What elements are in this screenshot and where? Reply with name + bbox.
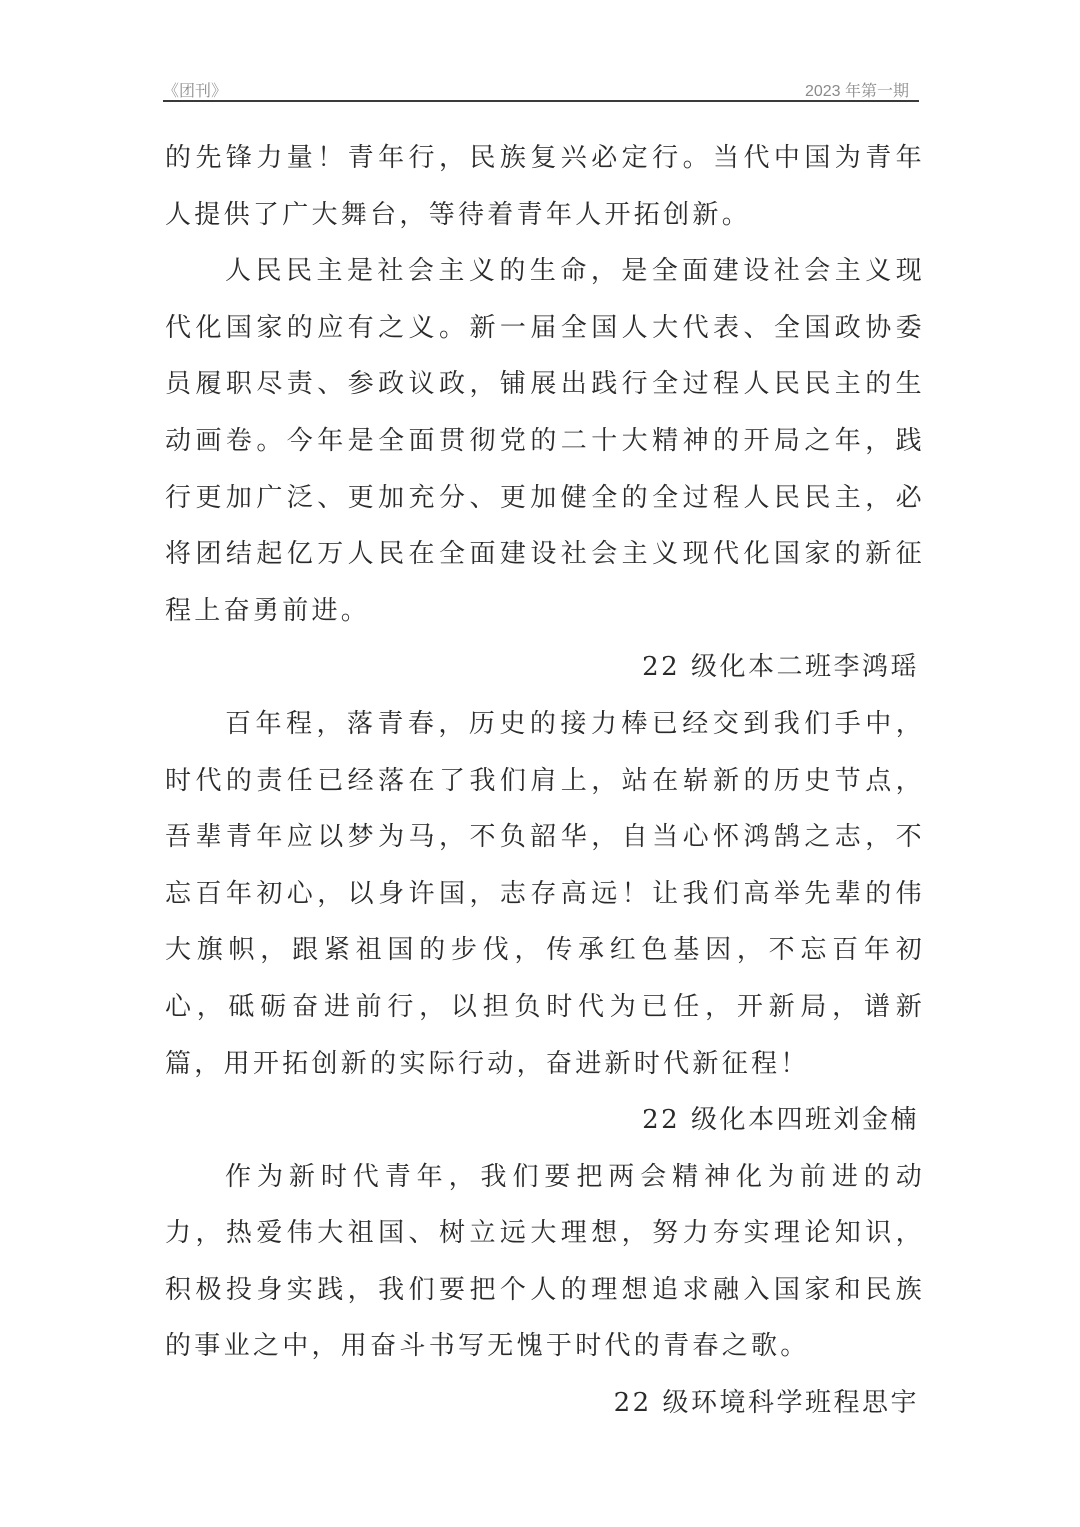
page-header [163, 74, 919, 102]
paragraph-two-sessions: 作为新时代青年，我们要把两会精神化为前进的动力，热爱伟大祖国、树立远大理想，努力夯实理论知识，积极投身实践，我们要把个人的理想追求融入国家和民族的事业之中，用奋斗书写无愧于时代的青春之歌。 [165, 1161, 925, 1362]
journal-title: 《团刊》 [163, 83, 228, 100]
author-signature: 22 级化本二班李鸿瑶 [642, 652, 919, 683]
paragraph-youth-mission: 百年程，落青春，历史的接力棒已经交到我们手中，时代的责任已经落在了我们肩上，站在崭新的历史节点，吾辈青年应以梦为马，不负韶华，自当心怀鸿鹄之志，不忘百年初心，以身许国，志存高远！让我们高举先辈的伟大旗帜，跟紧祖国的步伐，传承红色基因，不忘百年初心，砥砺奋进前行，以担负时代为已任，开新局，谱新篇，用开拓创新的实际行动，奋进新时代新征程！ [165, 708, 925, 1079]
paragraph-continuation: 的先锋力量！青年行，民族复兴必定行。当代中国为青年人提供了广大舞台，等待着青年人开拓创新。 [165, 143, 925, 230]
issue-number: 2023 年第一期 [804, 83, 909, 100]
article-body [165, 130, 925, 1432]
paragraph-democracy: 人民民主是社会主义的生命，是全面建设社会主义现代化国家的应有之义。新一届全国人大代表、全国政协委员履职尽责、参政议政，铺展出践行全过程人民民主的生动画卷。今年是全面贯彻党的二十大精神的开局之年，践行更加广泛、更加充分、更加健全的全过程人民民主，必将团结起亿万人民在全面建设社会主义现代化国家的新征程上奋勇前进。 [165, 256, 925, 626]
author-signature: 22 级化本四班刘金楠 [642, 1105, 919, 1136]
author-signature: 22 级环境科学班程思宇 [613, 1388, 919, 1419]
